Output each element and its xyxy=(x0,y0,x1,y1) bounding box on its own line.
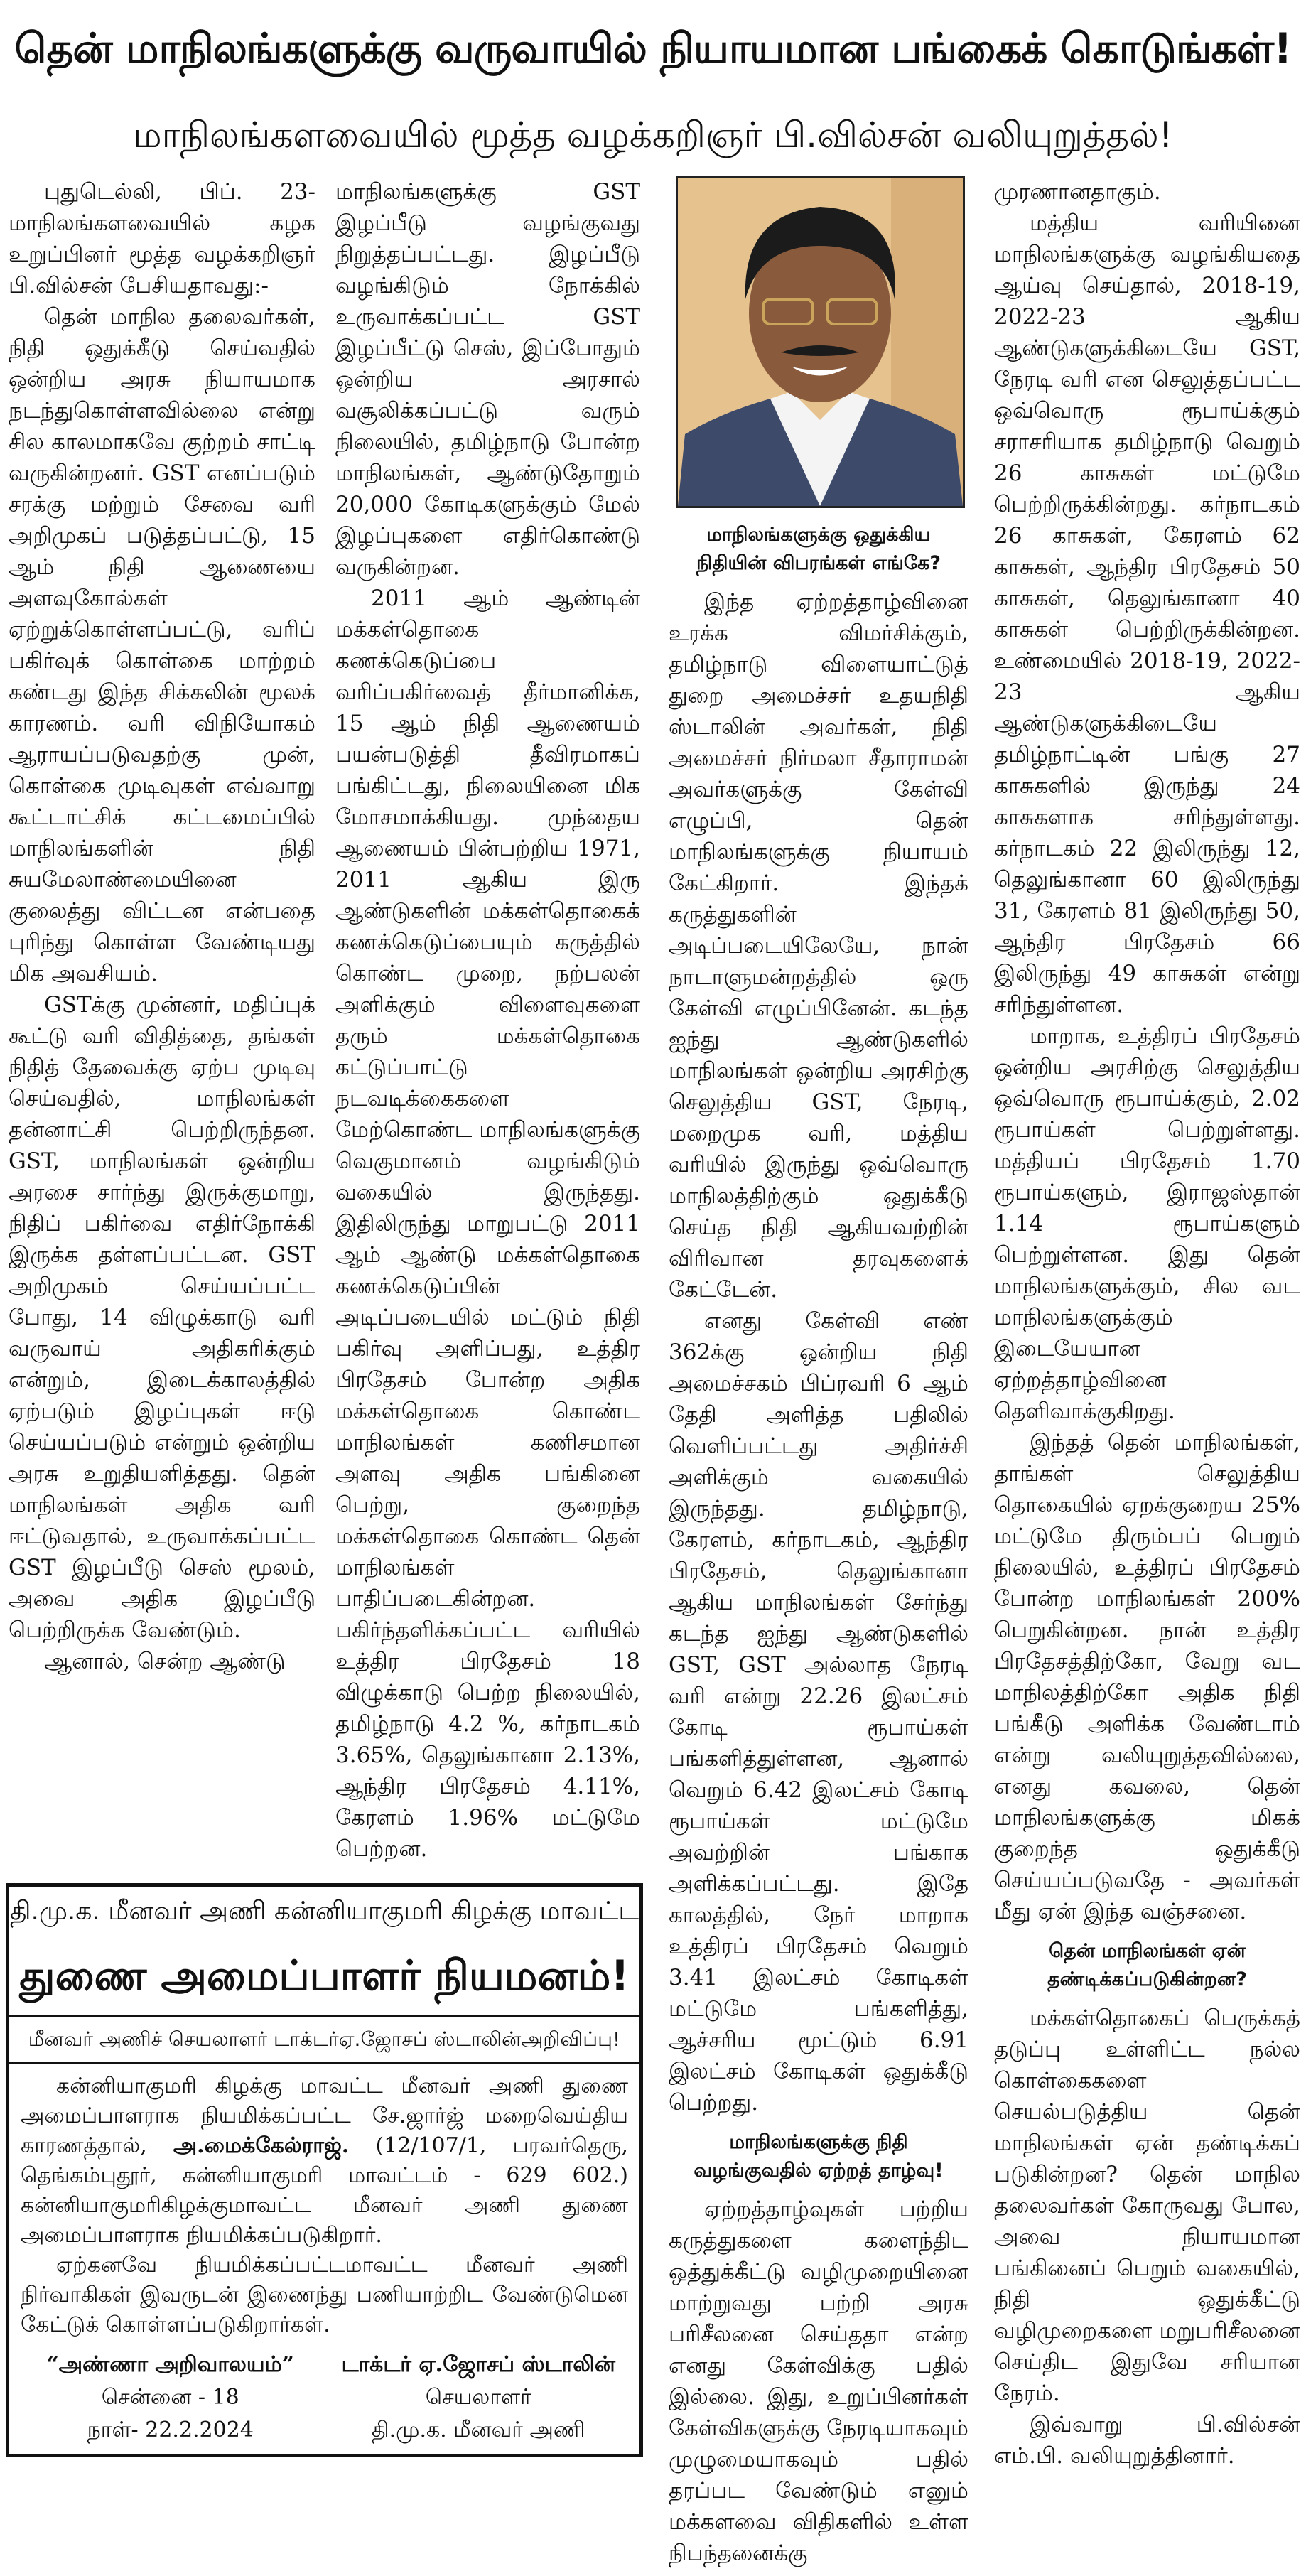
appointee-name: அ.மைக்கேல்ராஜ். xyxy=(173,2133,350,2158)
article-column-4 xyxy=(994,176,1300,2472)
notice-paragraph: ஏற்கனவே நியமிக்கப்பட்டமாவட்ட மீனவர் அணி நிர்வாகிகள் இவருடன் இணைந்து பணியாற்றிட வேண்டுமென கேட்டுக் கொள்ளப்படுகிறார்கள். xyxy=(21,2253,628,2337)
paragraph: இவ்வாறு பி.வில்சன் எம்.பி. வலியுறுத்தினார். xyxy=(994,2412,1300,2469)
appointment-notice xyxy=(6,1883,643,2457)
left-columns xyxy=(6,176,643,1865)
paragraph: தென் மாநில தலைவர்கள், நிதி ஒதுக்கீடு செய்வதில் ஒன்றிய அரசு நியாயமாக நடந்துகொள்ளவில்லை என்று சில காலமாகவே குற்றம் சாட்டி வருகின்றனர். GST எனப்படும் சரக்கு மற்றும் சேவை வரி அறிமுகப் படுத்தப்பட்டு, 15 ஆம் நிதி ஆணையை அளவுகோல்கள் ஏற்றுக்கொள்ளப்பட்டு, வரிப் பகிர்வுக் கொள்கை மாற்றம் கண்டது இந்த சிக்கலின் மூலக் காரணம். வரி விநியோகம் ஆராயப்படுவதற்கு முன், கொள்கை முடிவுகள் எவ்வாறு கூட்டாட்சிக் கட்டமைப்பில் மாநிலங்களின் நிதி சுயமேலாண்மையினை குலைத்து விட்டன என்பதை புரிந்து கொள்ள வேண்டியது மிக அவசியம். xyxy=(9,304,315,986)
signatory-org: தி.மு.க. மீனவர் அணி xyxy=(372,2418,585,2442)
paragraph: மாநிலங்களுக்கு GST இழப்பீடு வழங்குவது நிறுத்தப்பட்டது. இழப்பீடு வழங்கிடும் நோக்கில் உருவாக்கப்பட்ட GST இழப்பீட்டு செஸ், இப்போதும் ஒன்றிய அரசால் வசூலிக்கப்பட்டு வரும் நிலையில், தமிழ்நாடு போன்ற மாநிலங்கள், ஆண்டுதோறும் 20,000 கோடிகளுக்கும் மேல் இழப்புகளை எதிர்கொண்டு வருகின்றன. xyxy=(335,179,640,580)
notice-top-line: தி.மு.க. மீனவர் அணி கன்னியாகுமரி கிழக்கு மாவட்ட xyxy=(10,1897,639,1926)
portrait-photo xyxy=(676,176,965,508)
article-column-2 xyxy=(335,176,640,1865)
paragraph: 2011 ஆம் ஆண்டின் மக்கள்தொகை கணக்கெடுப்பை வரிப்பகிர்வைத் தீர்மானிக்க, 15 ஆம் நிதி ஆணையம் பயன்படுத்தி தீவிரமாகப் பங்கிட்டது, நிலையினை மிக மோசமாக்கியது. முந்தைய ஆணையம் பின்பற்றிய 1971, 2011 ஆகிய இரு ஆண்டுகளின் மக்கள்தொகைக் கணக்கெடுப்பையும் கருத்தில் கொண்ட முறை, நற்பலன் அளிக்கும் விளைவுகளை தரும் மக்கள்தொகை கட்டுப்பாட்டு நடவடிக்கைகளை மேற்கொண்ட மாநிலங்களுக்கு வெகுமானம் வழங்கிடும் வகையில் இருந்தது. இதிலிருந்து மாறுபட்டு 2011 ஆம் ஆண்டு மக்கள்தொகை கணக்கெடுப்பின் அடிப்படையில் மட்டும் நிதி பகிர்வு அளிப்பது, உத்திர பிரதேசம் போன்ற அதிக மக்கள்தொகை கொண்ட மாநிலங்கள் கணிசமான அளவு அதிக பங்கினை பெற்று, குறைந்த மக்கள்தொகை கொண்ட தென் மாநிலங்கள் பாதிப்படைகின்றன. பகிர்ந்தளிக்கப்பட்ட வரியில் உத்திர பிரதேசம் 18 விழுக்காடு பெற்ற நிலையில், தமிழ்நாடு 4.2 %, கர்நாடகம் 3.65%, தெலுங்கானா 2.13%, ஆந்திர பிரதேசம் 4.11%, கேரளம் 1.96% மட்டுமே பெற்றன. xyxy=(335,586,640,1862)
photo-and-column-3 xyxy=(669,176,968,2569)
paragraph: மத்திய வரியினை மாநிலங்களுக்கு வழங்கியதை ஆய்வு செய்தால், 2018-19, 2022-23 ஆகிய ஆண்டுகளுக்கிடையே GST, நேரடி வரி என செலுத்தப்பட்ட ஒவ்வொரு ரூபாய்க்கும் சராசரியாக தமிழ்நாடு வெறும் 26 காசுகள் மட்டுமே பெற்றிருக்கின்றது. கர்நாடகம் 26 காசுகள், கேரளம் 62 காசுகள், ஆந்திர பிரதேசம் 50 காசுகள், தெலுங்கானா 40 காசுகள் பெற்றிருக்கின்றன. உண்மையில் 2018-19, 2022-23 ஆகிய ஆண்டுகளுக்கிடையே தமிழ்நாட்டின் பங்கு 27 காசுகளில் இருந்து 24 காசுகளாக சரிந்துள்ளது. கர்நாடகம் 22 இலிருந்து 12, தெலுங்கானா 60 இலிருந்து 31, கேரளம் 81 இலிருந்து 50, ஆந்திர பிரதேசம் 66 இலிருந்து 49 காசுகள் என்று சரிந்துள்ளன. xyxy=(994,210,1300,1018)
signatory-name: டாக்டர் ஏ.ஜோசப் ஸ்டாலின் xyxy=(341,2352,615,2377)
notice-date: நாள்- 22.2.2024 xyxy=(87,2418,254,2442)
paragraph: மக்கள்தொகைப் பெருக்கத் தடுப்பு உள்ளிட்ட நல்ல கொள்கைகளை செயல்படுத்திய தென் மாநிலங்கள் ஏன் தண்டிக்கப் படுகின்றன? தென் மாநில தலைவர்கள் கோருவது போல, அவை நியாயமான பங்கினைப் பெறும் வகையில், நிதி ஒதுக்கீட்டு வழிமுறைகளை மறுபரிசீலனை செய்திட இதுவே சரியான நேரம். xyxy=(994,2005,1300,2406)
subheadline: மாநிலங்களவையில் மூத்த வழக்கறிஞர் பி.வில்சன் வலியுறுத்தல்! xyxy=(133,114,1173,156)
text: கன்னியாகுமரி கிழக்கு மாவட்ட மீனவர் அணி துணை அமைப்பாளராக நியமிக்கப்பட்ட சே.ஜார்ஜ் மறைவெய்திய காரணத்தால், xyxy=(21,2074,628,2158)
left-section xyxy=(6,176,643,2457)
section-subheading: மாநிலங்களுக்கு நிதி வழங்குவதில் ஏற்றத் தாழ்வு! xyxy=(694,2131,944,2182)
article-column-3 xyxy=(669,521,968,2569)
right-section xyxy=(643,176,1300,2569)
paragraph: GSTக்கு முன்னர், மதிப்புக் கூட்டு வரி விதித்தை, தங்கள் நிதித் தேவைக்கு ஏற்ப முடிவு செய்வதில், மாநிலங்கள் தன்னாட்சி பெற்றிருந்தன. GST, மாநிலங்கள் ஒன்றிய அரசை சார்ந்து இருக்குமாறு, நிதிப் பகிர்வை எதிர்நோக்கி இருக்க தள்ளப்பட்டன. GST அறிமுகம் செய்யப்பட்ட போது, 14 விழுக்காடு வரி வருவாய் அதிகரிக்கும் என்றும், இடைக்காலத்தில் ஏற்படும் இழப்புகள் ஈடு செய்யப்படும் என்றும் ஒன்றிய அரசு உறுதியளித்தது. தென் மாநிலங்கள் அதிக வரி ஈட்டுவதால், உருவாக்கப்பட்ட GST இழப்பீடு செஸ் மூலம், அவை அதிக இழப்பீடு பெற்றிருக்க வேண்டும். xyxy=(9,992,315,1643)
headline: தென் மாநிலங்களுக்கு வருவாயில் நியாயமான பங்கைக் கொடுங்கள்! xyxy=(14,24,1292,72)
paragraph: இந்தத் தென் மாநிலங்கள், தாங்கள் செலுத்திய தொகையில் ஏறக்குறைய 25% மட்டுமே திரும்பப் பெறும் நிலையில், உத்திரப் பிரதேசம் போன்ற மாநிலங்கள் 200% பெறுகின்றன. நான் உத்திர பிரதேசத்திற்கோ, வேறு வட மாநிலத்திற்கோ அதிக நிதி பங்கீடு அளிக்க வேண்டாம் என்று வலியுறுத்தவில்லை, எனது கவலை, தென் மாநிலங்களுக்கு மிகக் குறைந்த ஒதுக்கீடு செய்யப்படுவதே - அவர்கள் மீது ஏன் இந்த வஞ்சனை. xyxy=(994,1430,1300,1924)
signatory xyxy=(332,2349,626,2447)
article-body xyxy=(0,163,1306,2576)
notice-title: துணை அமைப்பாளர் நியமனம்! xyxy=(9,1936,639,2017)
article-column-1 xyxy=(9,176,315,1865)
notice-body xyxy=(9,2064,639,2340)
paragraph: எனது கேள்வி எண் 362க்கு ஒன்றிய நிதி அமைச்சகம் பிப்ரவரி 6 ஆம் தேதி அளித்த பதிலில் வெளிப்பட்டது அதிர்ச்சி அளிக்கும் வகையில் இருந்தது. தமிழ்நாடு, கேரளம், கர்நாடகம், ஆந்திர பிரதேசம், தெலுங்கானா ஆகிய மாநிலங்கள் சேர்ந்து கடந்த ஐந்து ஆண்டுகளில் GST, GST அல்லாத நேரடி வரி என்று 22.26 இலட்சம் கோடி ரூபாய்கள் பங்களித்துள்ளன, ஆனால் வெறும் 6.42 இலட்சம் கோடி ரூபாய்கள் மட்டுமே அவற்றின் பங்காக அளிக்கப்பட்டது. இதே காலத்தில், நேர் மாறாக உத்திரப் பிரதேசம் வெறும் 3.41 இலட்சம் கோடிகள் மட்டுமே பங்களித்து, ஆச்சரிய மூட்டும் 6.91 இலட்சம் கோடிகள் ஒதுக்கீடு பெற்றது. xyxy=(669,1308,968,2116)
paragraph: மாறாக, உத்திரப் பிரதேசம் ஒன்றிய அரசிற்கு செலுத்திய ஒவ்வொரு ரூபாய்க்கும், 2.02 ரூபாய்கள் பெற்றுள்ளது. மத்தியப் பிரதேசம் 1.70 ரூபாய்களும், இராஜஸ்தான் 1.14 ரூபாய்களும் பெற்றுள்ளன. இது தென் மாநிலங்களுக்கும், சில வட மாநிலங்களுக்கும் இடையேயான ஏற்றத்தாழ்வினை தெளிவாக்குகிறது. xyxy=(994,1023,1300,1424)
paragraph: இந்த ஏற்றத்தாழ்வினை உரக்க விமர்சிக்கும், தமிழ்நாடு விளையாட்டுத் துறை அமைச்சர் உதயநிதி ஸ்டாலின் அவர்கள், நிதி அமைச்சர் நிர்மலா சீதாராமன் அவர்களுக்கு கேள்வி எழுப்பி, தென் மாநிலங்களுக்கு நியாயம் கேட்கிறார். இந்தக் கருத்துகளின் அடிப்படையிலேயே, நான் நாடாளுமன்றத்தில் ஒரு கேள்வி எழுப்பினேன். கடந்த ஐந்து ஆண்டுகளில் மாநிலங்கள் ஒன்றிய அரசிற்கு செலுத்திய GST, நேரடி, மறைமுக வரி, மத்திய வரியில் இருந்து ஒவ்வொரு மாநிலத்திற்கும் ஒதுக்கீடு செய்த நிதி ஆகியவற்றின் விரிவான தரவுகளைக் கேட்டேன். xyxy=(669,589,968,1303)
signatory-title: செயலாளர் xyxy=(425,2385,531,2410)
notice-signatures xyxy=(9,2340,639,2447)
office-name: “அண்ணா அறிவாலயம்” xyxy=(46,2352,295,2377)
paragraph: ஏற்றத்தாழ்வுகள் பற்றிய கருத்துகளை களைந்திட ஒத்துக்கீட்டு வழிமுறையினை மாற்றுவது பற்றி அரசு பரிசீலனை செய்ததா என்ற எனது கேள்விக்கு பதில் இல்லை. இது, உறுப்பினர்கள் கேள்விகளுக்கு நேரடியாகவும் முழுமையாகவும் பதில் தரப்பட வேண்டும் எனும் மக்களவை விதிகளில் உள்ள நிபந்தனைக்கு xyxy=(669,2197,968,2566)
paragraph: ஆனால், சென்ற ஆண்டு xyxy=(44,1649,286,1674)
text: (12/107/1, பரவர்தெரு, தெங்கம்புதூர், கன்னியாகுமரி மாவட்டம் - 629 602.) கன்னியாகுமரிகிழக்குமாவட்ட மீனவர் அணி துணை அமைப்பாளராக நியமிக்கப்படுகிறார். xyxy=(21,2133,628,2248)
person-portrait-image xyxy=(678,178,963,506)
notice-paragraph xyxy=(21,2071,628,2251)
notice-subtitle: மீனவர் அணிச் செயலாளர் டாக்டர்ஏ.ஜோசப் ஸ்டாலின்அறிவிப்பு! xyxy=(9,2017,639,2064)
paragraph: முரணானதாகும். xyxy=(994,179,1161,205)
office-address xyxy=(23,2349,318,2447)
paragraph: புதுடெல்லி, பிப். 23- மாநிலங்களவையில் கழக உறுப்பினர் மூத்த வழக்கறிஞர் பி.வில்சன் பேசியதாவது:- xyxy=(9,179,315,298)
section-subheading: தென் மாநிலங்கள் ஏன் தண்டிக்கப்படுகின்றன? xyxy=(1047,1940,1247,1990)
office-city: சென்னை - 18 xyxy=(101,2385,239,2410)
photo-caption: மாநிலங்களுக்கு ஒதுக்கிய நிதியின் விபரங்கள் எங்கே? xyxy=(696,524,941,574)
